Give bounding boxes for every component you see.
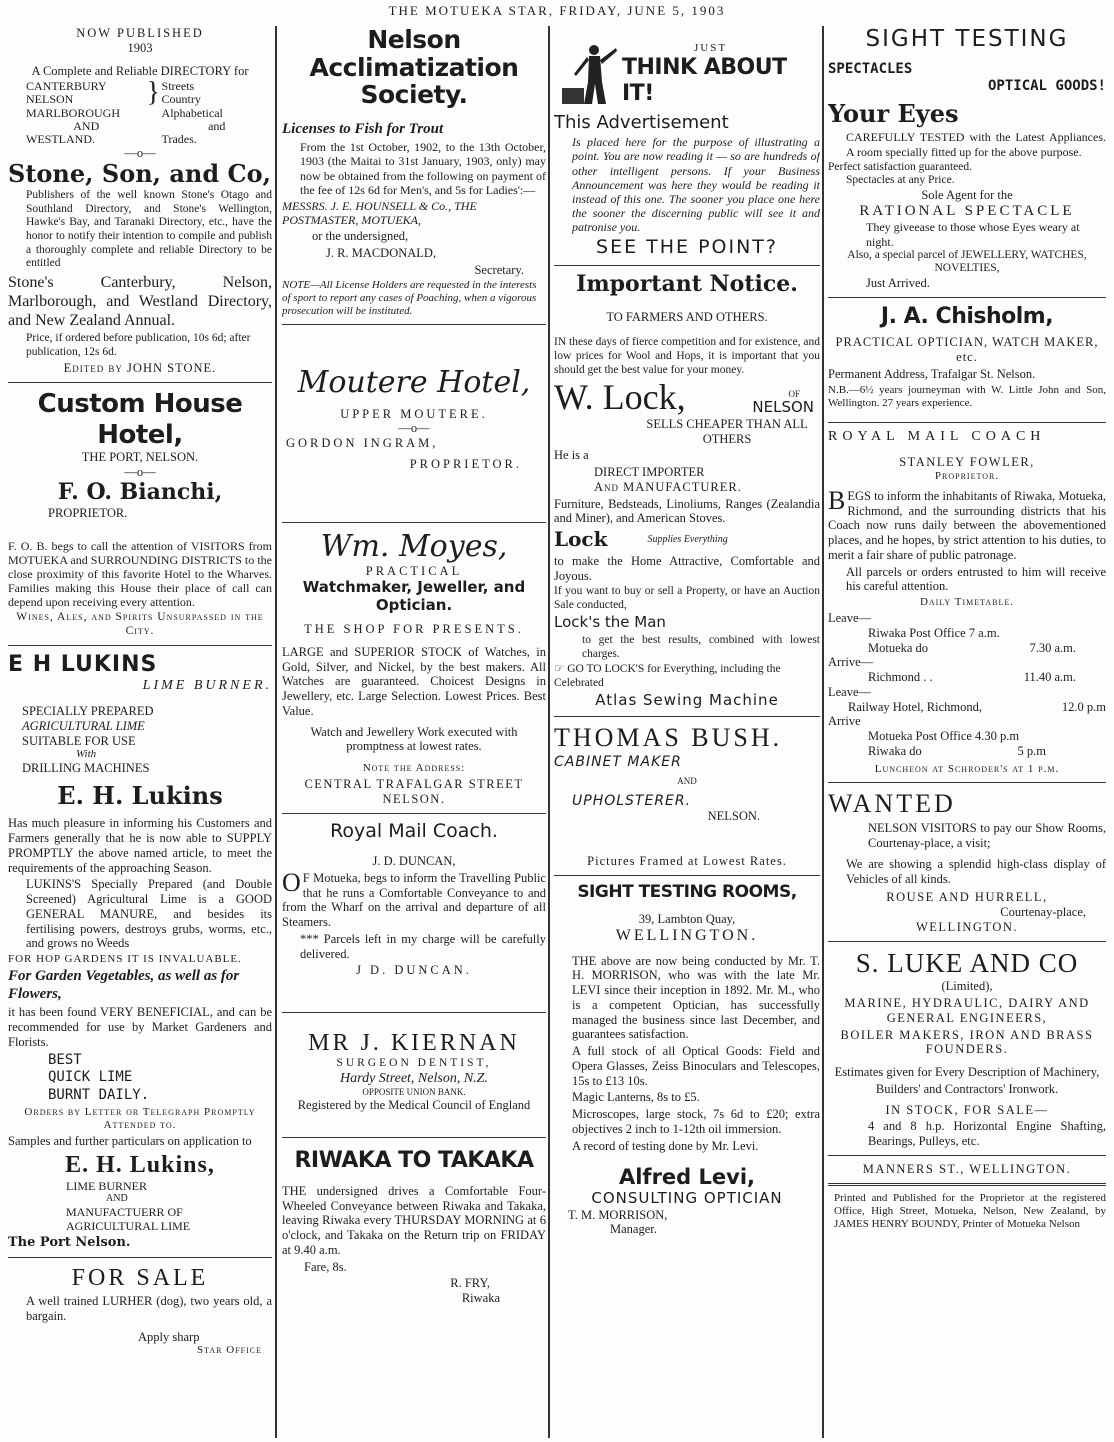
lukins-body-1: Has much pleasure in informing his Customers and Farmers generally that he is now able to SUPPLY PROMPTLY the above named article, to meet the requirements of the approaching Season. (8, 816, 272, 875)
lock-supplies: Supplies Everything (647, 534, 728, 546)
rule (282, 324, 546, 325)
acclim-sec: Secretary. (474, 262, 524, 277)
sight-spec: SPECTACLES (828, 61, 913, 78)
moyes-body: LARGE and SUPERIOR STOCK of Watches, in Gold, Silver, and Nickel, by the best makers. All Watches are guaranteed. Choicest Designs in Jewellery, etc. Large Selection. Lowest Prices. Best Value. (282, 644, 546, 718)
rule (828, 422, 1106, 423)
moutere-role: PROPRIETOR. (409, 456, 522, 471)
region: NELSON (26, 92, 74, 107)
rule (8, 645, 272, 646)
for-sale-title: FOR SALE (71, 1264, 209, 1291)
pointing-hand-icon: ☞ (554, 663, 568, 676)
chisholm-ad (828, 304, 1106, 410)
brace-icon: } (146, 77, 160, 109)
sight-rooms-magic: Magic Lanterns, 8s to £5. (572, 1090, 700, 1105)
bush-title: THOMAS BUSH. (554, 723, 783, 753)
rule (828, 941, 1106, 942)
column-2 (282, 26, 546, 1438)
custom-house-ad (8, 389, 272, 638)
riwaka-title: RIWAKA TO TAKAKA (294, 1147, 534, 1173)
moyes-title: Wm. Moyes, (320, 528, 508, 564)
lock-to: TO FARMERS AND OTHERS. (606, 309, 768, 324)
rule (8, 382, 272, 383)
lukins-name: E. H. Lukins (57, 781, 223, 811)
wines-line: Wines, Ales, and Spirits Unsurpassed in the City. (16, 611, 264, 638)
lukins-header-sub: LIME BURNER. (142, 677, 272, 693)
moutere-place: UPPER MOUTERE. (340, 406, 488, 421)
rule (282, 1137, 546, 1138)
column-rule-1 (275, 26, 277, 1438)
sight-also: Also, a special parcel of JEWELLERY, WATCHES, NOVELTIES, (847, 248, 1087, 275)
wanted-city: WELLINGTON. (915, 919, 1018, 934)
mail-coach-body: OF Motueka, begs to inform the Travelling Public that he runs a Comfortable Conveyance to and from the Wharf on the arrival and departure of all Steamers. (282, 867, 546, 930)
dir-type: Alphabetical (161, 105, 223, 120)
directory-regions (8, 77, 272, 146)
directory-price: Price, if ordered before publication, 10s 6d; after publication, 12s 6d. (26, 332, 251, 358)
proprietor-label: PROPRIETOR. (48, 505, 128, 520)
column-3 (554, 26, 820, 1438)
sight-eyes: Your Eyes (828, 99, 959, 129)
for-sale-ad (8, 1264, 272, 1358)
for-sale-body: A well trained LURHER (dog), two years old, a bargain. (26, 1294, 272, 1323)
lukins-role: AND (106, 1193, 128, 1205)
region: CANTERBURY (26, 79, 107, 94)
rule (282, 522, 546, 523)
rule (554, 265, 820, 266)
sight-rooms-address: 39, Lambton Quay, (638, 911, 736, 926)
wanted-firm: ROUSE AND HURRELL, (886, 890, 1048, 905)
wanted-title: WANTED (828, 788, 956, 818)
chisholm-role: PRACTICAL OPTICIAN, WATCH MAKER, etc. (835, 335, 1099, 365)
sight-arrived: Just Arrived. (866, 275, 930, 290)
timetable-row (828, 670, 1106, 685)
sight-rooms-micro: Microscopes, large stock, 7s 6d to £20; extra objectives 2 inch to 1-12th oil immersion. (572, 1107, 820, 1136)
moyes-address: CENTRAL TRAFALGAR STREET NELSON. (304, 777, 524, 806)
region: MARLBOROUGH (26, 105, 121, 120)
luke-ad (828, 948, 1106, 1177)
sight-body: CAREFULLY TESTED with the Latest Appliances. A room specially fitted up for the above purpose. (846, 130, 1106, 159)
sight-rooms-ad (554, 882, 820, 1237)
lock-intro: IN these days of fierce competition and for existence, and low prices for Wool and Hops, it is important that you should get the best value for your money. (554, 336, 820, 376)
luke-title: S. LUKE AND CO (855, 947, 1079, 978)
best-line: BEST (48, 1051, 82, 1068)
lukins-body-3: it has been found VERY BENEFICIAL, and can be recommended for use by Market Gardeners and Florists. (8, 1005, 272, 1049)
divider: —o— (398, 421, 430, 436)
lukins-body-2: LUKINS'S Specially Prepared (and Double Screened) Agricultural Lime is a GOOD GENERAL MANURE, and besides its fertilising powers, destroys grubs, worms, etc., and grows no Weeds (26, 877, 272, 951)
lukins-line: AGRICULTURAL LIME (22, 718, 145, 733)
custom-house-body: F. O. B. begs to call the attention of VISITORS from MOTUEKA and SURROUNDING DISTRICTS to the close proximity of this favorite Hotel to the Wharves. Families making this House their place of call can depend upon receiving every attention. (8, 538, 272, 610)
best-line: BURNT DAILY. (48, 1086, 150, 1103)
sight-rooms-body: THE above are now being conducted by Mr. T. H. MORRISON, who was with the late Mr. LEVI since their inception in 1892. Mr. M., who is a competent Optician, has successfully managed the business since last December, and guarantees satisfaction. (572, 953, 820, 1042)
bush-cab: CABINET MAKER (554, 753, 682, 770)
wanted-body: NELSON VISITORS to pay our Show Rooms, Courtenay-place, a visit; (868, 821, 1106, 851)
bush-uph: UPHOLSTERER. (572, 792, 692, 809)
publisher-name: Stone, Son, and Co, (8, 158, 271, 188)
lukins-line: DRILLING MACHINES (22, 761, 150, 776)
sight-optical: OPTICAL GOODS! (987, 77, 1106, 94)
bush-ad (554, 723, 820, 869)
lukins-lines (8, 704, 272, 776)
column-1 (8, 26, 272, 1438)
chisholm-address: Permanent Address, Trafalgar St. Nelson. (828, 366, 1036, 381)
mail-coach-parcels: *** Parcels left in my charge will be carefully delivered. (300, 931, 546, 961)
royal-coach-lunch: Luncheon at Schroder's at 1 p.m. (874, 762, 1060, 775)
moyes-shop: THE SHOP FOR PRESENTS. (304, 622, 524, 637)
sight-give: They giveease to those whose Eyes weary at night. (866, 220, 1080, 249)
rule (282, 1012, 546, 1013)
think-point: SEE THE POINT? (596, 236, 778, 259)
lock-name: W. Lock, (554, 377, 686, 418)
kiernan-role: SURGEON DENTIST, (336, 1057, 492, 1070)
acclim-or: or the undersigned, (312, 229, 409, 244)
for-sale-office: Star Office (197, 1344, 262, 1357)
moyes-trade: Watchmaker, Jeweller, and Optician. (302, 577, 526, 614)
directory-intro: A Complete and Reliable DIRECTORY for (31, 63, 249, 78)
dir-type: Country (161, 92, 201, 107)
lukins-hop: FOR HOP GARDENS IT IS INVALUABLE. (8, 953, 242, 966)
riwaka-ad (282, 1148, 546, 1306)
timetable-place: Riwaka do (868, 743, 922, 758)
directory-title: Stone's Canterbury, Nelson, Marlborough, and Westland Directory, and New Zealand Annual. (8, 273, 272, 330)
think-title: THINK ABOUT IT! (622, 54, 787, 106)
lock-of: OF (788, 388, 800, 399)
bush-city: NELSON. (707, 809, 760, 824)
riwaka-body: THE undersigned drives a Comfortable Four-Wheeled Conveyance between Riwaka and Takaka, leaving Riwaka every THURSDAY MORNING at 6 o'clock, and Takaka on the Return trip on FRIDAY at 9.40 a.m. (282, 1183, 546, 1257)
mail-coach-owner: J. D. DUNCAN, (372, 854, 456, 869)
dir-type: and (208, 118, 226, 133)
rule (828, 297, 1106, 298)
sight-testing-ad (828, 26, 1106, 291)
timetable-time: 12.0 p.m (1061, 699, 1106, 714)
sight-rational: RATIONAL SPECTACLE (859, 202, 1075, 219)
lukins-port: The Port Nelson. (8, 1235, 131, 1251)
levi-morrison: T. M. MORRISON, (568, 1207, 668, 1222)
luke-hp: 4 and 8 h.p. Horizontal Engine Shafting, Bearings, Pulleys, etc. (868, 1119, 1106, 1149)
moutere-ad (282, 365, 546, 471)
timetable-time: 11.40 a.m. (1023, 670, 1076, 685)
moyes-ad (282, 529, 546, 807)
best-line: QUICK LIME (48, 1069, 133, 1086)
lock-auction: If you want to buy or sell a Property, or have an Auction Sale conducted, (554, 585, 820, 611)
dir-type: Trades. (161, 132, 197, 146)
kiernan-opposite: OPPOSITE UNION BANK. (362, 1087, 466, 1098)
timetable-row (828, 700, 1106, 715)
now-published: NOW PUBLISHED (76, 26, 204, 40)
timetable-leave: Leave— (828, 684, 872, 699)
lock-city: NELSON (752, 398, 814, 417)
region: AND (73, 118, 100, 133)
riwaka-sig: R. FRY, (450, 1276, 490, 1291)
moutere-owner: GORDON INGRAM, (286, 436, 439, 451)
lock-results: to get the best results, combined with lowest charges. (582, 634, 820, 660)
luke-line2: BOILER MAKERS, IRON AND BRASS FOUNDERS. (840, 1027, 1094, 1057)
kiernan-ad (282, 1029, 546, 1113)
royal-coach-title: ROYAL MAIL COACH (828, 428, 1046, 444)
timetable-leave: Leave— (828, 611, 872, 626)
man-figure-icon (556, 42, 618, 108)
imprint: Printed and Published for the Proprietor at the registered Office, High Street, Motueka, Nelson, New Zealand, by JAMES HENRY BOUNDY, Printer of Motueka Nelson (834, 1191, 1106, 1230)
royal-mail-coach-ad (828, 429, 1106, 776)
mail-coach-title: Royal Mail Coach. (330, 819, 498, 842)
lukins-garden: For Garden Vegetables, as well as for Flowers, (8, 968, 240, 1002)
wanted-place: Courtenay-place, (1000, 905, 1086, 920)
wanted-showing: We are showing a splendid high-class display of Vehicles of all kinds. (846, 856, 1106, 886)
rule (554, 875, 820, 876)
acclim-heading: Licenses to Fish for Trout (282, 120, 444, 137)
luke-stock: IN STOCK, FOR SALE— (885, 1102, 1049, 1117)
sight-rooms-city: WELLINGTON. (615, 926, 759, 944)
timetable-time: 5 p.m (1017, 743, 1046, 758)
column-rule-3 (822, 26, 824, 1438)
lock-goods: Furniture, Bedsteads, Linoliums, Ranges (Zealandia and Miner), and American Stoves. (554, 496, 820, 526)
timetable-row (828, 729, 1106, 744)
directory-year: 1903 (127, 40, 153, 55)
directory-editor: Edited by JOHN STONE. (63, 361, 217, 376)
timetable-place: Richmond . . (868, 670, 933, 685)
acclim-note: NOTE—All License Holders are requested in the interests of sport to report any cases of Poaching, when a vigorous prosecution will be instituted. (282, 279, 537, 318)
column-4 (828, 26, 1106, 1438)
bianchi-name: F. O. Bianchi, (57, 478, 223, 505)
royal-coach-parcels: All parcels or orders entrusted to him will receive his careful attention. (846, 564, 1106, 594)
think-ad (554, 42, 820, 259)
acclim-title: Nelson Acclimatization Society. (309, 26, 519, 109)
dir-type: Streets (161, 79, 195, 94)
timetable-arrive: Arrive— (828, 655, 874, 670)
timetable-place: Riwaka Post Office 7 a.m. (868, 625, 1000, 640)
moutere-title: Moutere Hotel, (297, 365, 531, 401)
sight-title: SIGHT TESTING (865, 26, 1069, 52)
royal-coach-owner: STANLEY FOWLER, (899, 455, 1035, 470)
luke-est: Estimates given for Every Description of Machinery, (834, 1065, 1100, 1080)
acclim-agents: MESSRS. J. E. HOUNSELL & Co., THE POSTMASTER, MOTUEKA, (282, 198, 477, 227)
riwaka-fare: Fare, 8s. (304, 1259, 347, 1274)
moyes-practical: PRACTICAL (365, 564, 463, 579)
lukins-line: With (76, 748, 97, 761)
luke-limited: (Limited), (941, 979, 993, 994)
wanted-ad (828, 789, 1106, 935)
acclim-sig: J. R. MACDONALD, (326, 245, 437, 260)
lukins-role: LIME BURNER (66, 1179, 147, 1194)
timetable-place: Railway Hotel, Richmond, (848, 699, 983, 714)
lukins-role: MANUFACTUERR OF (66, 1205, 183, 1220)
lukins-header: E H LUKINS (8, 651, 158, 677)
levi-name: Alfred Levi, (618, 1165, 756, 1190)
royal-coach-body: BEGS to inform the inhabitants of Riwaka, Motueka, Richmond, and the surrounding districts that his Coach now runs daily between the abovementioned places, and he hopes, by strict attention to his duties, to merit a fair share of public patronage. (828, 485, 1106, 562)
think-body: Is placed here for the purpose of illustrating a point. You are now reading it — so are hundreds of other intelligent persons. If your Business Announcement was here they would be reading it instead of this one. The sooner you place one here the sooner the discerning public will see it and patronise you. (572, 135, 820, 235)
royal-coach-role: Proprietor. (934, 469, 1000, 482)
timetable-row (828, 641, 1106, 656)
acclim-body: From the 1st October, 1902, to the 13th October, 1903 (the Maitai to 31st January, 1903, only) may now be obtained from the following on payment of the fee of 12s 6d for Men's, and 5s for Ladies':— (300, 140, 546, 197)
lukins-orders: Orders by Letter or Telegraph Promptly Attended to. (24, 1106, 256, 1132)
column-rule-2 (548, 26, 550, 1438)
timetable-place: Motueka do (868, 640, 929, 655)
divider: —o— (124, 146, 156, 161)
lukins-best (8, 1052, 272, 1105)
lock-atlas: Atlas Sewing Machine (595, 691, 779, 710)
lock-is-a: He is a (554, 448, 589, 463)
lock-manuf: And MANUFACTURER. (594, 479, 742, 494)
lukins-samples: Samples and further particulars on application to (8, 1134, 252, 1149)
chisholm-nb: N.B.—6½ years journeyman with W. Little John and Son, Wellington. 27 years experience. (828, 383, 1106, 409)
timetable-arrive: Arrive (828, 714, 861, 729)
moyes-repair: Watch and Jewellery Work executed with promptness at lowest rates. (310, 724, 518, 754)
luke-builders: Builders' and Contractors' Ironwork. (875, 1081, 1059, 1096)
directory-body: Publishers of the well known Stone's Otago and Southland Directory, and Stone's Wellington, Hawke's Bay, and Taranaki Directory, etc., have the honor to notify their intention to compile and publish a thoroughly complete and reliable Directory to be entitled (26, 189, 272, 270)
rule (8, 1257, 272, 1258)
rule (282, 813, 546, 814)
timetable-row (828, 744, 1106, 759)
masthead: THE MOTUEKA STAR, FRIDAY, JUNE 5, 1903 (388, 3, 726, 18)
think-just: JUST (694, 42, 728, 54)
custom-house-subtitle: THE PORT, NELSON. (81, 450, 199, 465)
sight-perfect: Perfect satisfaction guaranteed. (828, 160, 973, 173)
rule (554, 716, 820, 717)
kiernan-title: MR J. KIERNAN (308, 1030, 520, 1057)
lukins-line: SPECIALLY PREPARED (22, 704, 154, 719)
divider: —o— (124, 465, 156, 480)
lukins-ad (8, 652, 272, 1251)
lukins-role: AGRICULTURAL LIME (66, 1219, 191, 1234)
rule (828, 782, 1106, 783)
think-heading: This Advertisement (554, 112, 729, 133)
luke-line1: MARINE, HYDRAULIC, DAIRY AND GENERAL ENGINEERS, (844, 996, 1090, 1025)
lock-goto: GO TO LOCK'S for Everything, including the Celebrated (554, 663, 781, 689)
lock-lock: Lock (554, 527, 608, 552)
lock-notice: Important Notice. (576, 270, 798, 297)
kiernan-address: Hardy Street, Nelson, N.Z. (340, 1070, 488, 1086)
rule (828, 1155, 1106, 1156)
lock-sells: SELLS CHEAPER THAN ALL OTHERS (646, 416, 808, 446)
for-sale-apply: Apply sharp (138, 1329, 200, 1344)
mail-coach-ad (282, 820, 546, 978)
lock-ad (554, 272, 820, 710)
sight-rooms-record: A record of testing done by Mr. Levi. (572, 1138, 759, 1153)
royal-coach-timetable: Daily Timetable. (919, 596, 1015, 609)
lock-man: Lock's the Man (554, 613, 666, 632)
sight-rooms-title: SIGHT TESTING ROOMS, (577, 881, 797, 902)
bush-pictures: Pictures Framed at Lowest Rates. (587, 854, 787, 869)
mail-coach-sig: J D. DUNCAN. (356, 963, 472, 978)
timetable-place: Motueka Post Office 4.30 p.m (868, 729, 1020, 744)
sight-spectacles: Spectacles at any Price. (846, 174, 955, 187)
levi-consult: CONSULTING OPTICIAN (591, 1189, 783, 1208)
directory-ad (8, 26, 272, 376)
region: WESTLAND. (26, 132, 95, 146)
timetable-time: 7.30 a.m. (1029, 640, 1076, 655)
lock-direct: DIRECT IMPORTER (594, 465, 705, 480)
levi-manager: Manager. (610, 1222, 657, 1237)
riwaka-place: Riwaka (461, 1291, 500, 1306)
custom-house-title: Custom House Hotel, (37, 389, 243, 450)
luke-address: MANNERS ST., WELLINGTON. (862, 1161, 1072, 1176)
lukins-name-2: E. H. Lukins, (65, 1151, 215, 1178)
acclimatization-ad (282, 26, 546, 318)
sight-agent: Sole Agent for the (921, 187, 1013, 202)
kiernan-reg: Registered by the Medical Council of England (297, 1098, 531, 1113)
sight-rooms-stock: A full stock of all Optical Goods: Field and Opera Glasses, Zeiss Binoculars and Telescopes, 15s to £13 10s. (572, 1044, 820, 1088)
moyes-note: Note the Address: (362, 762, 466, 775)
bush-and: AND (677, 776, 697, 787)
timetable-row (828, 626, 1106, 641)
rule (828, 1183, 1106, 1186)
lukins-line: SUITABLE FOR USE (22, 733, 136, 748)
lock-home: to make the Home Attractive, Comfortable and Joyous. (554, 553, 820, 583)
chisholm-name: J. A. Chisholm, (880, 303, 1054, 329)
